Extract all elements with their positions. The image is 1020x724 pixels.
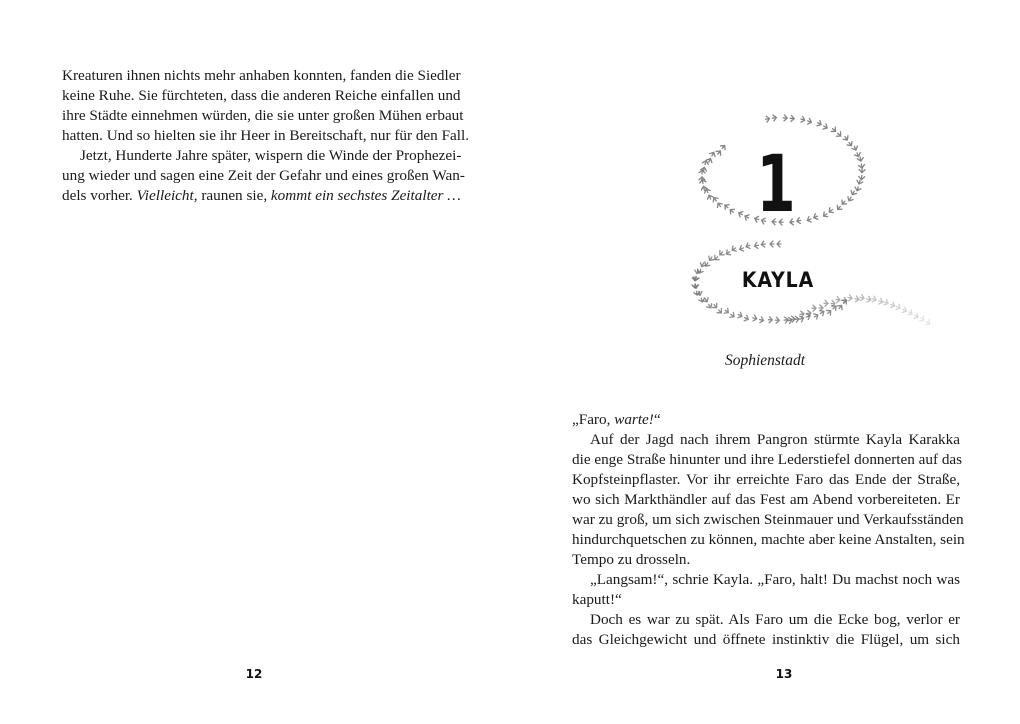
footprint-mark	[723, 203, 735, 215]
footprint-mark	[754, 241, 766, 249]
footprint-mark	[871, 296, 883, 305]
footprint-mark	[711, 196, 722, 208]
right-page	[510, 0, 1020, 724]
footprint-mark	[706, 151, 716, 164]
page-number: 13	[775, 667, 793, 681]
left-page-text	[62, 66, 469, 206]
chapter-number: 1	[756, 140, 796, 230]
footprint-mark	[783, 115, 794, 122]
footprint-mark	[739, 243, 751, 253]
footprint-mark	[857, 157, 865, 169]
footprint-mark	[826, 304, 838, 316]
text-line: hindurchquetschen zu können, machte aber keine Anstalten, sein	[572, 531, 965, 548]
footprint-mark	[703, 188, 713, 200]
text-line: das Gleichgewicht und öffnete instinktiv die Flügel, um sich	[572, 631, 960, 648]
footprint-mark	[824, 300, 835, 306]
footprint-mark	[895, 304, 908, 314]
footprint-mark	[859, 168, 866, 179]
text-line: wo sich Markthändler auf das Fest am Abend vorbereiteten. Er	[572, 491, 960, 508]
footprint-mark	[784, 316, 796, 323]
footprint-mark	[699, 170, 705, 181]
right-page-text	[572, 410, 965, 650]
footprint-mark	[752, 315, 764, 324]
text-line: war zu groß, um sich zwischen Steinmauer und Verkaufsständen	[572, 511, 964, 528]
footprint-mark	[859, 294, 871, 302]
text-line-first: „Faro, warte!“	[572, 411, 661, 428]
footprint-mark	[725, 245, 737, 256]
text-line: Auf der Jagd nach ihrem Pangron stürmte Kayla Karakka	[590, 431, 960, 448]
text-line: Tempo zu drosseln.	[572, 551, 691, 568]
text-line-last: dels vorher. Vielleicht, raunen sie, kommt ein sechstes Zeitalter …	[62, 187, 461, 204]
footprint-mark	[919, 315, 931, 326]
text-line: ung wieder und sagen eine Zeit der Gefahr und eines großen Wan-	[62, 167, 465, 184]
text-line: Kreaturen ihnen nichts mehr anhaben konnten, fanden die Siedler	[62, 67, 461, 84]
footprint-mark	[713, 250, 725, 262]
text-line: kaputt!“	[572, 591, 622, 608]
footprint-mark	[737, 210, 750, 220]
text-line: hatten. Und so hielten sie ihr Heer in Bereitschaft, nur für den Fall.	[62, 127, 469, 144]
footprint-mark	[854, 179, 863, 191]
text-line: „Langsam!“, schrie Kayla. „Faro, halt! Du machst noch was	[590, 571, 960, 588]
footprint-mark	[822, 207, 834, 218]
text-line: ihre Städte einnehmen würden, die sie unter großen Mühen erbaut	[62, 107, 464, 124]
chapter-title: KAYLA	[741, 268, 815, 292]
footprint-mark	[883, 299, 895, 309]
footprint-mark	[846, 190, 857, 203]
chapter-location: Sophienstadt	[724, 352, 806, 369]
footprint-mark	[812, 305, 823, 311]
text-line: die enge Straße hinunter und ihre Lederstiefel donnerten auf das	[572, 451, 963, 468]
footprint-mark	[816, 120, 829, 131]
footprint-mark	[813, 309, 826, 320]
footprint-mark	[831, 126, 843, 138]
footprint-mark	[737, 312, 750, 322]
footprint-mark	[848, 295, 860, 303]
footprint-mark	[768, 317, 779, 324]
text-line: Jetzt, Hunderte Jahre später, wispern die Winde der Prophezei-	[80, 147, 462, 164]
footprint-mark	[852, 145, 862, 157]
footprint-mark	[907, 309, 920, 320]
text-line: Doch es war zu spät. Als Faro um die Ecke bog, verlor er	[590, 611, 960, 628]
footprint-mark	[835, 199, 847, 211]
text-line: Kopfsteinpflaster. Vor ihr erreichte Faro das Ende der Straße,	[572, 471, 960, 488]
footprint-mark	[800, 116, 812, 125]
footprints-ornament	[682, 110, 952, 340]
footprint-mark	[712, 303, 724, 315]
footprint-mark	[765, 115, 777, 123]
text-line: keine Ruhe. Sie fürchteten, dass die anderen Reiche einfallen und	[62, 87, 461, 104]
footprint-mark	[770, 241, 781, 247]
page-number: 12	[245, 667, 263, 681]
footprint-mark	[843, 135, 854, 147]
footprint-mark	[723, 308, 735, 319]
footprint-mark	[715, 144, 727, 156]
footprint-mark	[806, 213, 818, 223]
